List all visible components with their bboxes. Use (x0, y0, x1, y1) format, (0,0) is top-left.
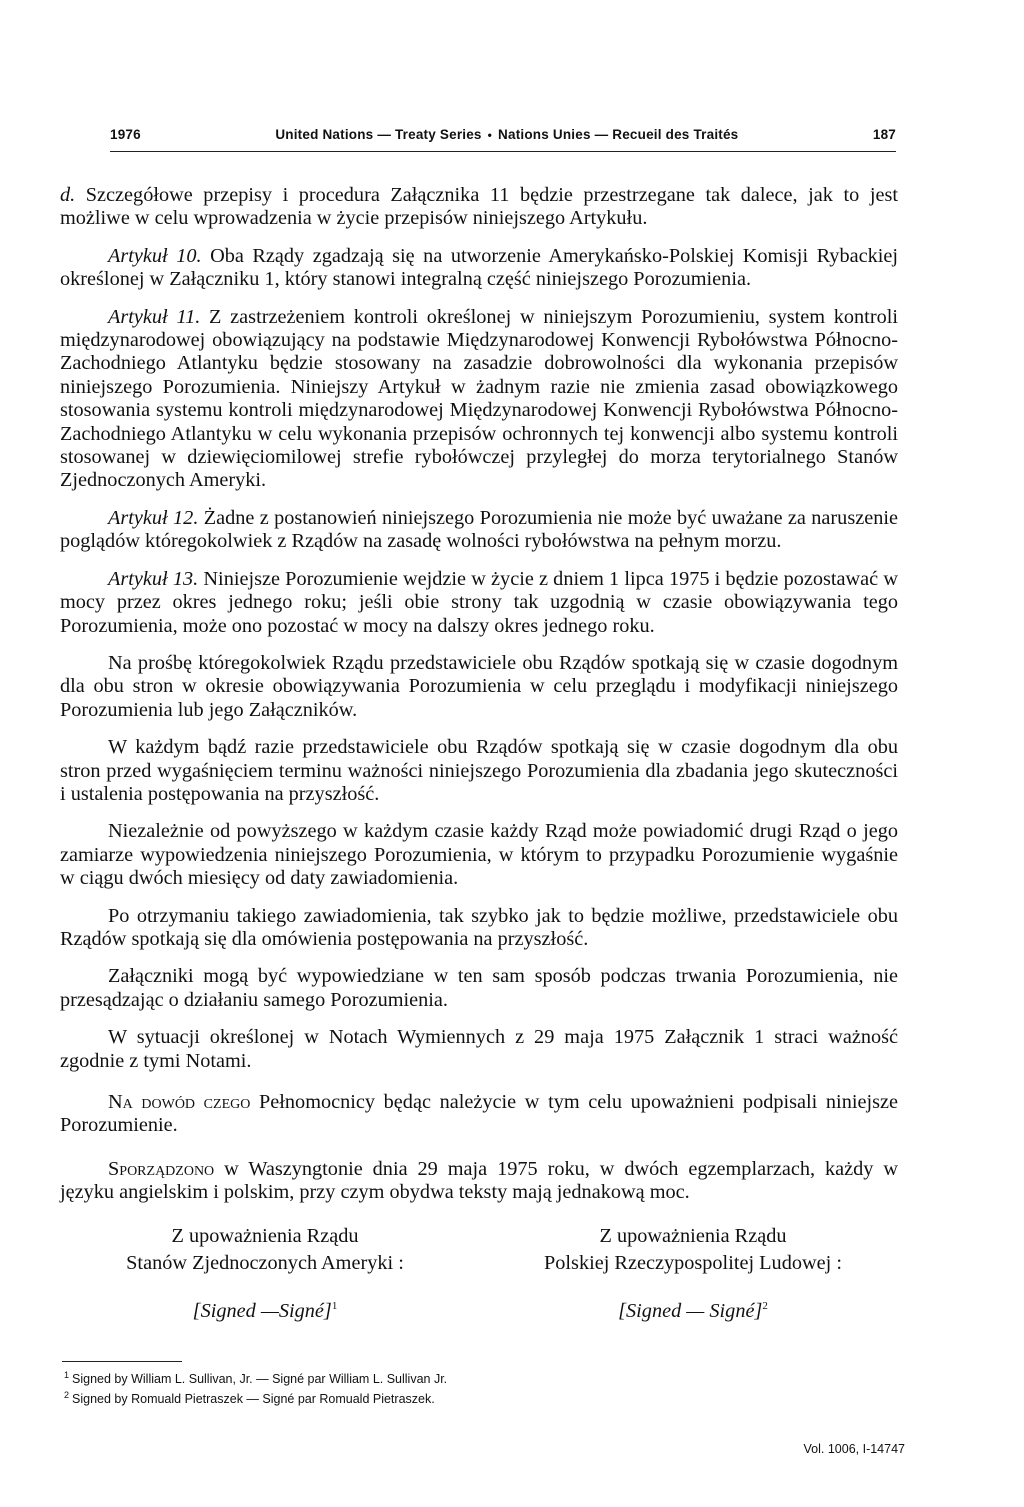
paragraph-notes: W sytuacji określonej w Notach Wymiennych z 29 maja 1975 Załącznik 1 straci ważność zgodnie z tymi Notami. (60, 1026, 898, 1072)
article-text: Oba Rządy zgadzają się na utworzenie Amerykańsko-Polskiej Komisji Rybackiej określonej w Załączniku 1, który stanowi integralną część niniejszego Porozumienia. (60, 244, 898, 291)
footnote-1 (64, 1367, 764, 1387)
article-label: Artykuł 12. (108, 506, 199, 529)
footnote-number: 2 (64, 1390, 70, 1401)
article-label: Artykuł 10. (108, 244, 202, 267)
article-text: Z zastrzeżeniem kontroli określonej w niniejszym Porozumieniu, system kontroli międzynarodowej obowiązujący na podstawie Międzynarodowej Konwencji Rybołówstwa Północno-Zachodniego Atlantyku będzie stosowany na zasadzie dobrowolności dla wykonania przepisów niniejszego Porozumienia. Niniejszy Artykuł w żadnym razie nie zmienia zasad obowiązkowego stosowania systemu kontroli międzynarodowej Międzynarodowej Konwencji Rybołówstwa Północno-Zachodniego Atlantyku w celu wykonania przepisów ochronnych tej konwencji albo systemu kontroli stosowanej w dziewięciomilowej strefie rybołówczej przyległej do morza terytorialnego Stanów Zjednoczonych Ameryki. (60, 305, 898, 492)
signature-right-signed (488, 1293, 898, 1325)
done-text: w Waszyngtonie dnia 29 maja 1975 roku, w dwóch egzemplarzach, każdy w języku angielskim i polskim, przy czym obydwa teksty mają jednakową moc. (60, 1157, 898, 1204)
running-header (110, 127, 896, 142)
signed-text: [Signed —Signé] (192, 1299, 332, 1322)
paragraph-label: d. (60, 184, 76, 206)
header-divider (110, 151, 896, 152)
signature-left-signed (60, 1293, 470, 1325)
article-12 (60, 507, 898, 554)
article-label: Artykuł 11. (108, 305, 201, 328)
footnote-text: Signed by Romuald Pietraszek — Signé par Romuald Pietraszek. (72, 1392, 435, 1407)
footnote-number: 1 (64, 1370, 70, 1380)
header-series-en: United Nations — Treaty Series (275, 127, 482, 142)
signature-right-line2: Polskiej Rzeczypospolitej Ludowej : (544, 1252, 842, 1274)
signature-left-line2: Stanów Zjednoczonych Ameryki : (126, 1252, 404, 1274)
signature-left (60, 1223, 470, 1325)
header-bullet: • (487, 128, 493, 142)
signature-right (488, 1223, 898, 1325)
paragraph-notwithstanding: Niezależnie od powyższego w każdym czasie każdy Rząd może powiadomić drugi Rząd o jego zamiarze wypowiedzenia niniejszego Porozumienia, w którym to przypadku Porozumienie wygaśnie w ciągu dwóch miesięcy od daty zawiadomienia. (60, 820, 898, 890)
article-label: Artykuł 13. (108, 567, 199, 590)
paragraph-done (60, 1158, 898, 1205)
paragraph-d (60, 184, 898, 231)
footnote-divider (62, 1361, 182, 1362)
witness-caps: Na dowód czego (108, 1091, 251, 1113)
signed-text: [Signed — Signé] (618, 1299, 763, 1322)
header-series-fr: Nations Unies — Recueil des Traités (498, 127, 739, 142)
article-text: Żadne z postanowień niniejszego Porozumienia nie może być uważane za naruszenie poglądów któregokolwiek z Rządów na zasadę wolności rybołówstwa na pełnym morzu. (60, 506, 898, 553)
header-series (275, 127, 738, 142)
footnote-ref: 2 (762, 1300, 768, 1312)
signature-right-line1: Z upoważnienia Rządu (599, 1225, 787, 1247)
witness-text: Pełnomocnicy będąc należycie w tym celu upoważnieni podpisali niniejsze Porozumienie. (60, 1091, 899, 1137)
paragraph-witness (60, 1091, 898, 1138)
paragraph-annexes: Załączniki mogą być wypowiedziane w ten sam sposób podczas trwania Porozumienia, nie przesądzając o działaniu samego Porozumienia. (60, 965, 898, 1011)
article-10 (60, 245, 898, 292)
header-year: 1976 (110, 127, 141, 142)
paragraph-request: Na prośbę któregokolwiek Rządu przedstawiciele obu Rządów spotkają się w czasie dogodnym dla obu stron w okresie obowiązywania Porozumienia w celu przeglądu i modyfikacji niniejszego Porozumienia lub jego Załączników. (60, 651, 898, 721)
footnotes (64, 1367, 764, 1407)
document-body (60, 184, 898, 1219)
signature-left-line1: Z upoważnienia Rządu (171, 1225, 359, 1247)
article-13 (60, 568, 898, 638)
paragraph-upon-receipt: Po otrzymaniu takiego zawiadomienia, tak szybko jak to będzie możliwe, przedstawiciele obu Rządów spotkają się dla omówienia postępowania na przyszłość. (60, 904, 898, 950)
paragraph-each-case: W każdym bądź razie przedstawiciele obu Rządów spotkają się w czasie dogodnym dla obu stron przed wygaśnięciem terminu ważności niniejszego Porozumienia dla zbadania jego skuteczności i ustalenia postępowania na przyszłość. (60, 736, 898, 805)
signature-block (60, 1223, 898, 1325)
paragraph-text: Szczegółowe przepisy i procedura Załącznika 11 będzie przestrzegane tak dalece, jak to jest możliwe w celu wprowadzenia w życie przepisów niniejszego Artykułu. (60, 184, 898, 230)
article-11 (60, 306, 898, 493)
done-caps: Sporządzono (108, 1157, 215, 1180)
footnote-2 (64, 1387, 764, 1407)
volume-reference: Vol. 1006, I-14747 (803, 1442, 905, 1456)
article-text: Niniejsze Porozumienie wejdzie w życie z dniem 1 lipca 1975 i będzie pozostawać w mocy przez okres jednego roku; jeśli obie strony tak uzgodnią w czasie obowiązywania tego Porozumienia, może ono pozostać w mocy na dalszy okres jednego roku. (60, 567, 899, 637)
header-page-number: 187 (872, 127, 896, 142)
footnote-text: Signed by William L. Sullivan, Jr. — Signé par William L. Sullivan Jr. (72, 1372, 448, 1387)
footnote-ref: 1 (331, 1300, 338, 1312)
